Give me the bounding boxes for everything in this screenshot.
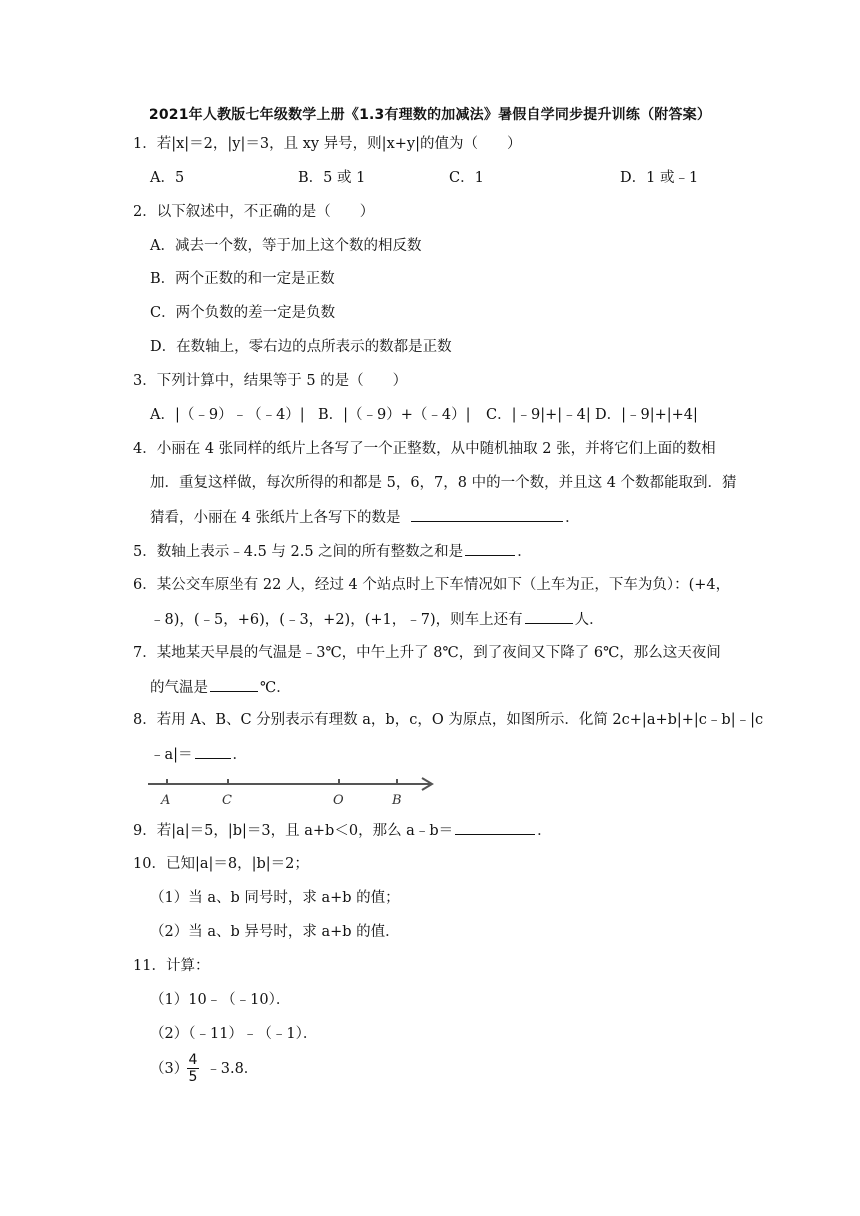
sub-question-2: （2）（﹣11）﹣（﹣1）． [150,1026,318,1042]
punctuation: ． [537,823,552,839]
fraction-numerator: 4 [188,1052,198,1068]
question-number: 1． [133,136,157,152]
option-b: B．5 或 1 [298,170,366,186]
option-a: A．|（﹣9）﹣（﹣4）| [150,407,305,423]
question-text-line: 若用 A、B、C 分别表示有理数 a，b，c，O 为原点，如图所示．化简 2c+|a+b|+|c﹣b|﹣|c [156,712,764,728]
question-6-answer-line [150,609,604,630]
option-a: A．减去一个数，等于加上这个数的相反数 [150,238,422,254]
question-1 [133,134,521,154]
question-text-line: 猜看，小丽在 4 张纸片上各写下的数是 [150,510,401,526]
question-number: 4． [133,441,157,457]
question-stem: 数轴上表示﹣4.5 与 2.5 之间的所有整数之和是 [156,544,464,560]
question-text-line: 某地某天早晨的气温是﹣3℃，中午上升了 8℃，到了夜间又下降了 6℃，那么这天夜间 [156,645,721,661]
question-text-line: 某公交车原坐有 22 人，经过 4 个站点时上下车情况如下（上车为正，下车为负）：(+4， [156,577,731,593]
answer-blank[interactable] [455,820,535,835]
point-label-b: B [392,793,402,808]
question-stem: 下列计算中，结果等于 5 的是（ ） [156,373,408,389]
option-b: B．|（﹣9）+（﹣4）| [318,407,471,423]
punctuation: ． [517,544,532,560]
question-9 [133,820,552,841]
answer-blank[interactable] [411,507,563,522]
point-label-c: C [222,793,232,808]
question-number: 5． [133,544,157,560]
answer-blank[interactable] [210,677,258,692]
fraction [186,1052,200,1085]
question-4 [133,439,716,459]
question-8-answer-line [150,744,247,765]
question-text-line: ﹣a|＝ [150,747,193,763]
question-number: 10． [133,856,166,872]
question-text-line: 小丽在 4 张同样的纸片上各写了一个正整数，从中随机抽取 2 张，并将它们上面的数相 [156,441,716,457]
question-6 [133,575,730,595]
option-a: A．5 [150,170,185,186]
punctuation: ． [232,747,248,763]
point-label-o: O [333,793,344,808]
punctuation: ℃． [260,680,291,696]
option-c: C．1 [449,170,484,186]
question-number: 9． [133,823,157,839]
question-number: 3． [133,373,157,389]
sub-question-prefix: （3） [150,1061,189,1077]
question-text-line: 的气温是 [150,680,208,696]
option-d: D．|﹣9|+|+4| [595,407,698,423]
question-11 [133,956,209,976]
answer-blank[interactable] [195,744,231,759]
question-stem: 已知|a|＝8，|b|＝2； [165,856,309,872]
question-stem: 若|x|＝2，|y|＝3，且 xy 异号，则|x+y|的值为（ ） [156,136,522,152]
number-line-figure [148,772,438,810]
question-number: 11． [133,958,166,974]
question-stem: 若|a|＝5，|b|＝3，且 a+b＜0，那么 a﹣b＝ [156,823,454,839]
option-c: C．两个负数的差一定是负数 [150,305,336,321]
option-d: D．1 或﹣1 [620,170,699,186]
sub-question-1: （1）10﹣（﹣10）． [150,992,291,1008]
question-8 [133,710,763,730]
punctuation: ． [565,510,580,526]
question-7-answer-line [150,677,291,698]
sub-question-suffix: ﹣3.8． [206,1061,259,1077]
question-4-answer-line [150,507,580,528]
question-7 [133,643,721,663]
question-number: 8． [133,712,157,728]
punctuation: 人． [574,612,604,628]
question-text-line: ﹣8)，(﹣5，+6)，(﹣3，+2)，(+1，﹣7)，则车上还有 [150,612,523,628]
question-3 [133,371,407,391]
option-d: D．在数轴上，零右边的点所表示的数都是正数 [150,339,452,355]
question-5 [133,541,532,562]
question-number: 2． [133,204,157,220]
point-label-a: A [161,793,171,808]
sub-question-2: （2）当 a、b 异号时，求 a+b 的值． [150,924,400,940]
sub-question-1: （1）当 a、b 同号时，求 a+b 的值； [150,890,400,906]
question-number: 7． [133,645,157,661]
option-b: B．两个正数的和一定是正数 [150,271,335,287]
answer-blank[interactable] [465,541,515,556]
question-stem: 计算： [165,958,210,974]
question-stem: 以下叙述中，不正确的是（ ） [156,204,375,220]
question-10 [133,854,309,874]
page-title: 2021年人教版七年级数学上册《1.3有理数的加减法》暑假自学同步提升训练（附答案） [148,107,712,123]
question-text-line: 加．重复这样做，每次所得的和都是 5，6，7，8 中的一个数，并且这 4 个数都能取到．猜 [150,475,737,491]
question-2 [133,202,374,222]
question-number: 6． [133,577,157,593]
answer-blank[interactable] [525,609,573,624]
fraction-denominator: 5 [188,1069,198,1085]
sub-question-3 [150,1059,258,1079]
option-c: C．|﹣9|+|﹣4| [486,407,591,423]
